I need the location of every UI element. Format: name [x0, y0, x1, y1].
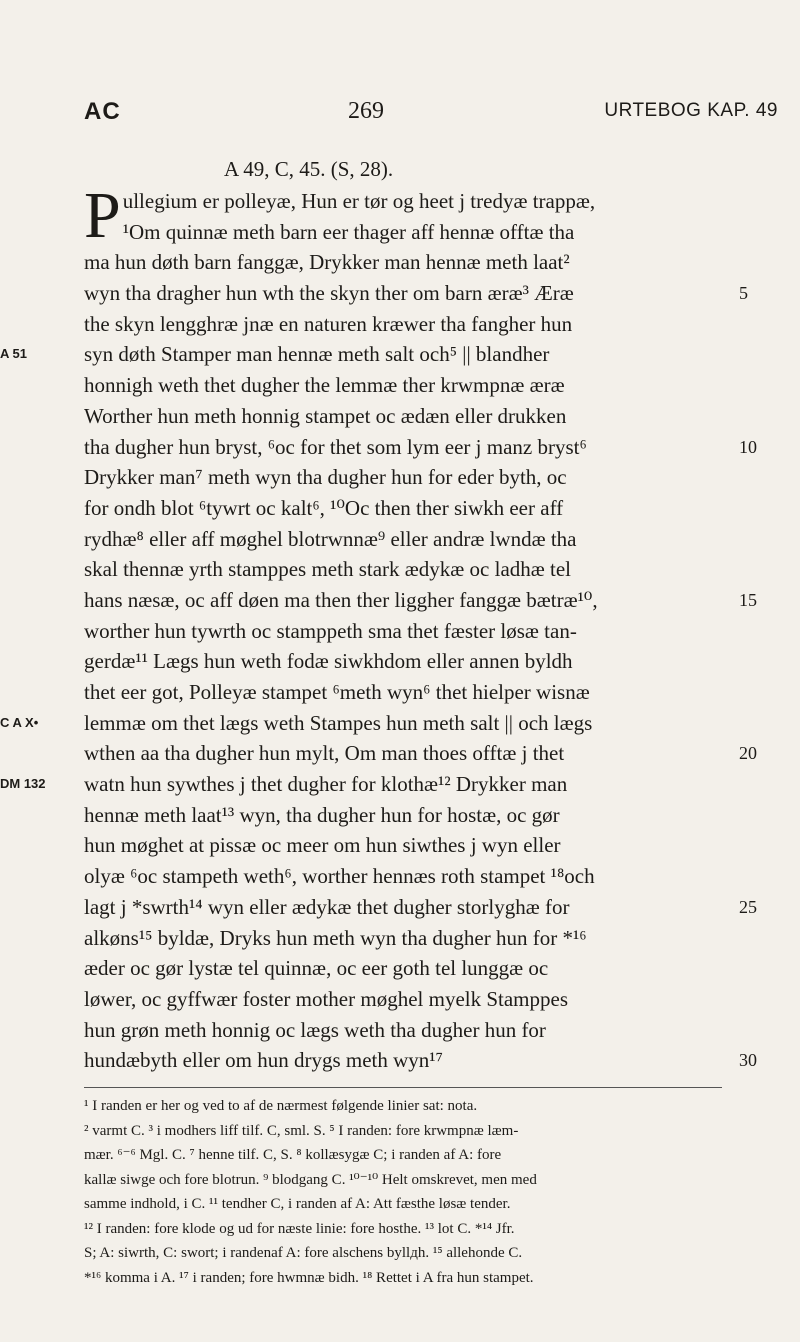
- line-text: skal thennæ yrth stamppes meth stark ædykæ oc ladhæ tel: [84, 557, 572, 582]
- line-text: hun møghet at pissæ oc meer om hun siwthes j wyn eller: [84, 833, 561, 858]
- line-text: alkøns¹⁵ byldæ, Dryks hun meth wyn tha dugher hun for *¹⁶: [84, 925, 587, 950]
- main-text: [0, 179, 757, 1076]
- line-text: lagt j *swrth¹⁴ wyn eller ædykæ thet dugher storlyghæ for: [84, 894, 570, 919]
- line-number: 25: [739, 896, 757, 917]
- text-line: [84, 370, 704, 401]
- text-line: [84, 830, 704, 861]
- line-text: rydhæ⁸ eller aff møghel blotrwnnæ⁹ eller andræ lwndæ tha: [84, 526, 577, 551]
- footnote-line: mær. ⁶⁻⁶ Mgl. C. ⁷ henne tilf. C, S. ⁸ kollæsygæ C; i randen af A: fore: [84, 1147, 502, 1163]
- line-text: løwer, oc gyffwær foster mother møghel myelk Stamppes: [84, 986, 569, 1011]
- text-line: [84, 616, 704, 647]
- line-text: for ondh blot ⁶tywrt oc kalt⁶, ¹⁰Oc then ther siwkh eer aff: [84, 495, 564, 520]
- line-text: worther hun tywrth oc stamppeth sma thet fæster løsæ tan-: [84, 618, 577, 643]
- line-text: æder oc gør lystæ tel quinnæ, oc eer goth tel lunggæ oc: [84, 956, 549, 981]
- line-text: hun grøn meth honnig oc lægs weth tha dugher hun for: [84, 1017, 546, 1042]
- line-text: hans næsæ, oc aff døen ma then ther liggher fanggæ bætræ¹⁰,: [84, 587, 598, 612]
- margin-reference: A 51: [0, 346, 27, 362]
- text-line: [84, 462, 704, 493]
- manuscript-sigla: A 49, C, 45. (S, 28).: [224, 157, 394, 181]
- line-text: wyn tha dragher hun wth the skyn ther om barn æræ³ Æræ: [84, 281, 574, 306]
- footnote-line: ² varmt C. ³ i modhers liff tilf. C, sml. S. ⁵ I randen: fore krwmpnæ læm-: [84, 1122, 519, 1139]
- text-line: [84, 247, 704, 278]
- line-text: lemmæ om thet lægs weth Stampes hun meth salt || och lægs: [84, 710, 593, 735]
- text-line: [84, 309, 704, 340]
- running-head-right: URTEBOG KAP. 49: [604, 100, 778, 121]
- footnote-line: samme indhold, i C. ¹¹ tendher C, i randen af A: Att fæsthe løsæ tender.: [84, 1196, 511, 1212]
- text-line: [84, 554, 704, 585]
- line-text: watn hun sywthes j thet dugher for klothæ¹² Drykker man: [84, 772, 568, 797]
- line-number: 20: [739, 743, 757, 764]
- line-number: 5: [739, 283, 748, 304]
- line-text: wthen aa tha dugher hun mylt, Om man thoes offtæ j thet: [84, 741, 565, 766]
- line-number: 30: [739, 1050, 757, 1071]
- text-line: [84, 524, 704, 555]
- text-line: [84, 585, 757, 616]
- text-line: [84, 861, 704, 892]
- line-number: 10: [739, 436, 757, 457]
- footnote-line: ¹ I randen er her og ved to af de nærmest følgende linier sat: nota.: [84, 1098, 478, 1114]
- line-text: hundæbyth eller om hun drygs meth wyn¹⁷: [84, 1048, 443, 1073]
- text-line: [0, 708, 704, 739]
- line-text: thet eer got, Polleyæ stampet ⁶meth wyn⁶ thet hielper wisnæ: [84, 680, 590, 704]
- line-text: tha dugher hun bryst, ⁶oc for thet som lym eer j manz bryst⁶: [84, 434, 587, 459]
- line-text: honnigh weth thet dugher the lemmæ ther krwmpnæ æræ: [84, 373, 565, 398]
- line-text: hennæ meth laat¹³ wyn, tha dugher hun for hostæ, oc gør: [84, 802, 560, 827]
- text-line: [84, 953, 704, 984]
- line-text: ¹Om quinnæ meth barn eer thager aff hennæ offtæ tha: [122, 219, 575, 244]
- footnotes: [84, 1094, 724, 1290]
- page-header: [84, 98, 778, 128]
- line-text: Drykker man⁷ meth wyn tha dugher hun for eder byth, oc: [84, 465, 567, 490]
- line-text: Worther hun meth honnig stampet oc ædæn eller drukken: [84, 403, 567, 428]
- text-line: [84, 401, 704, 432]
- line-text: ullegium er polleyæ, Hun er tør og heet j tredyæ trappæ,: [122, 189, 596, 213]
- text-line: [84, 278, 748, 309]
- line-text: ma hun døth barn fanggæ, Drykker man hennæ meth laat²: [84, 250, 570, 275]
- footnote-divider: [84, 1087, 722, 1088]
- footnote-line: ¹² I randen: fore klode og ud for næste linie: fore hosthe. ¹³ lot C. *¹⁴ Jfr.: [84, 1220, 515, 1237]
- line-text: olyæ ⁶oc stampeth weth⁶, worther hennæs roth stampet ¹⁸och: [84, 864, 595, 889]
- text-line: [84, 493, 704, 524]
- drop-cap: P: [84, 179, 121, 252]
- text-line: [0, 769, 704, 800]
- text-line: [84, 800, 704, 831]
- text-line: [84, 892, 757, 923]
- margin-reference: C A X•: [0, 714, 39, 730]
- text-line: [0, 339, 704, 370]
- line-text: syn døth Stamper man hennæ meth salt och⁵ || blandher: [84, 342, 550, 367]
- footnote-line: kallæ siwge och fore blotrun. ⁹ blodgang C. ¹⁰⁻¹⁰ Helt omskrevet, men med: [84, 1171, 537, 1188]
- text-line: [84, 432, 757, 463]
- text-line: [84, 646, 704, 677]
- text-line: [84, 677, 704, 708]
- text-line: [84, 984, 704, 1015]
- text-line: [84, 738, 757, 769]
- line-text: gerdæ¹¹ Lægs hun weth fodæ siwkhdom eller annen byldh: [84, 649, 573, 674]
- text-line: [84, 217, 704, 248]
- running-head-left: AC: [84, 98, 121, 125]
- footnote-line: *¹⁶ komma i A. ¹⁷ i randen; fore hwmnæ bidh. ¹⁸ Rettet i A fra hun stampet.: [84, 1269, 534, 1286]
- text-line: [84, 1015, 704, 1046]
- page-number: 269: [348, 98, 384, 124]
- margin-reference: DM 132: [0, 776, 46, 792]
- text-line: [84, 923, 704, 954]
- line-number: 15: [739, 589, 757, 610]
- footnote-line: S; A: siwrth, C: swort; i randenaf A: fore alschens byllдh. ¹⁵ allehonde C.: [84, 1245, 523, 1261]
- text-line: [84, 1045, 757, 1076]
- line-text: the skyn lengghræ jnæ en naturen kræwer tha fangher hun: [84, 311, 573, 336]
